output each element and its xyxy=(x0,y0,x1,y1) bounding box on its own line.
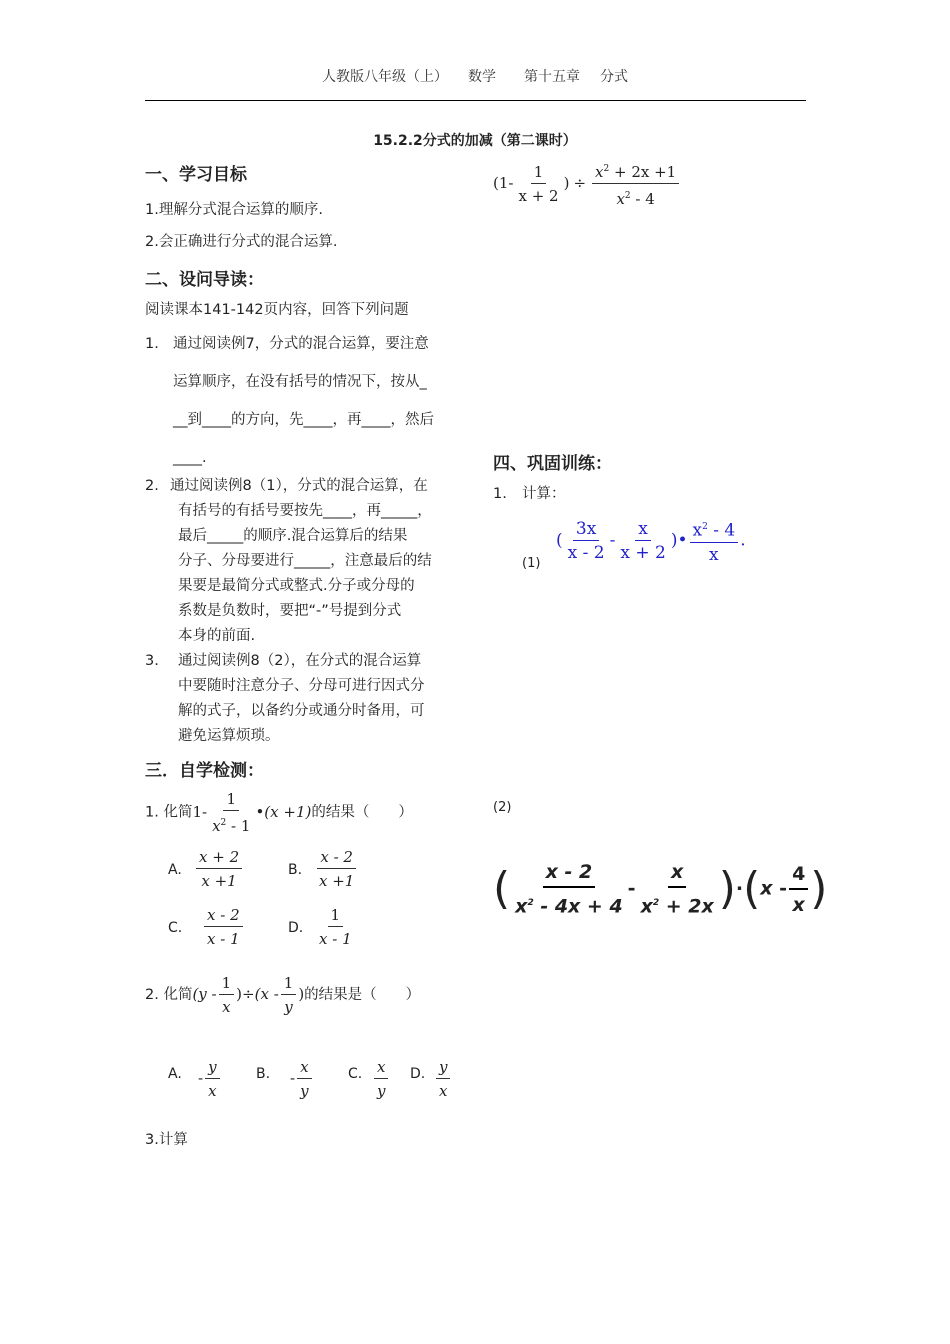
option-c-label: C. xyxy=(168,920,183,936)
page-header xyxy=(0,66,950,86)
q2-line: 通过阅读例8（1），分式的混合运算，在 xyxy=(170,478,428,494)
section4-heading: 四、巩固训练： xyxy=(493,454,612,474)
fraction: $\frac{1}{y}$ xyxy=(281,974,297,1016)
question-number: 3. xyxy=(145,653,159,669)
subject: 数学 xyxy=(468,69,496,85)
q2-line: 本身的前面. xyxy=(178,628,256,644)
q3-line: 中要随时注意分子、分母可进行因式分 xyxy=(178,678,425,694)
question-number: 2. xyxy=(145,478,159,494)
q1-line: ____. xyxy=(173,450,207,466)
q2-line: 有括号的有括号要按先____，再_____， xyxy=(178,503,432,519)
option-d-label: D. xyxy=(410,1066,426,1082)
goal-2: 2.会正确进行分式的混合运算. xyxy=(145,234,338,250)
q2-line: 果要是最简分式或整式.分子或分母的 xyxy=(178,578,415,594)
option-c[interactable]: $\frac{x - 2}{x - 1}$ xyxy=(202,906,245,948)
q2-line: 分子、分母要进行_____，注意最后的结 xyxy=(178,553,432,569)
option-d[interactable]: $\frac{1}{x - 1}$ xyxy=(319,906,352,948)
q3-line: 通过阅读例8（2），在分式的混合运算 xyxy=(178,653,422,669)
option-a[interactable]: $\frac{x + 2}{x +1}$ xyxy=(194,848,244,890)
option-a-label: A. xyxy=(168,862,182,878)
question-number: 1. xyxy=(145,336,159,352)
exercise-1-expression: ( $\frac{3x}{x - 2}$ - $\frac{x}{x + 2}$ )• $\frac{x^2 - 4}{x}$ . xyxy=(556,518,746,565)
option-d-label: D. xyxy=(288,920,304,936)
q2-line: 系数是负数时，要把“-”号提到分式 xyxy=(178,603,402,619)
option-a[interactable]: - $\frac{y}{x}$ xyxy=(198,1058,222,1100)
goal-1: 1.理解分式混合运算的顺序. xyxy=(145,202,323,218)
fraction: $\frac{x^2 + 2x +1}{x^2 - 4}$ xyxy=(592,160,679,208)
header-rule xyxy=(145,100,806,101)
problem-1: 1. 化简1- $\frac{1}{x^2 - 1}$ •(x +1)的结果（ ） xyxy=(145,790,413,835)
exercise-1-label: (1) xyxy=(522,556,541,571)
section1-heading: 一、学习目标 xyxy=(145,165,247,185)
exercise-2-expression: ( $\frac{x - 2}{x^2 - 4x + 4}$ - $\frac{x}{x^2 + 2x}$ )·(x - $\frac{4}{x}$ ) xyxy=(493,861,828,918)
q1-line: 通过阅读例7，分式的混合运算，要注意 xyxy=(173,336,429,352)
publisher: 人教版八年级（上） xyxy=(322,69,448,85)
option-c[interactable]: $\frac{x}{y}$ xyxy=(372,1058,390,1100)
option-b[interactable]: $\frac{x - 2}{x +1}$ xyxy=(319,848,355,890)
fraction: $\frac{1}{x^2 - 1}$ xyxy=(212,790,251,835)
problem-2: 2. 化简(y - $\frac{1}{x}$ )÷(x - $\frac{1}{y}$ )的结果是（ ） xyxy=(145,974,421,1016)
q1-text: 计算： xyxy=(522,486,566,502)
section2-heading: 二、设问导读： xyxy=(145,270,264,290)
page-title: 15.2.2分式的加减（第二课时） xyxy=(373,133,577,149)
q3-line: 避免运算烦琐。 xyxy=(178,728,280,744)
chapter: 第十五章 xyxy=(524,69,580,85)
reading-instruction: 阅读课本141-142页内容，回答下列问题 xyxy=(145,302,409,318)
option-b-label: B. xyxy=(288,862,303,878)
q1-line: 运算顺序，在没有括号的情况下，按从_ xyxy=(173,374,427,390)
option-c-label: C. xyxy=(348,1066,363,1082)
exercise-2-label: (2) xyxy=(493,800,512,815)
option-d[interactable]: $\frac{y}{x}$ xyxy=(434,1058,452,1100)
topic: 分式 xyxy=(600,69,628,85)
problem-3: 3.计算 xyxy=(145,1132,188,1148)
q1-line: __到____的方向，先____，再____，然后 xyxy=(173,412,434,428)
fraction: $\frac{1}{x + 2}$ xyxy=(518,163,559,205)
option-a-label: A. xyxy=(168,1066,182,1082)
section3-heading: 三．自学检测： xyxy=(145,761,264,781)
q3-line: 解的式子，以备约分或通分时备用，可 xyxy=(178,703,425,719)
q2-line: 最后_____的顺序.混合运算后的结果 xyxy=(178,528,408,544)
question-number: 1. xyxy=(493,486,507,502)
fraction: $\frac{1}{x}$ xyxy=(219,974,235,1016)
option-b-label: B. xyxy=(256,1066,271,1082)
preview-expression: (1- $\frac{1}{x + 2}$ ) ÷ $\frac{x^2 + 2x +1}{x^2 - 4}$ xyxy=(493,160,681,208)
option-b[interactable]: - $\frac{x}{y}$ xyxy=(290,1058,314,1100)
